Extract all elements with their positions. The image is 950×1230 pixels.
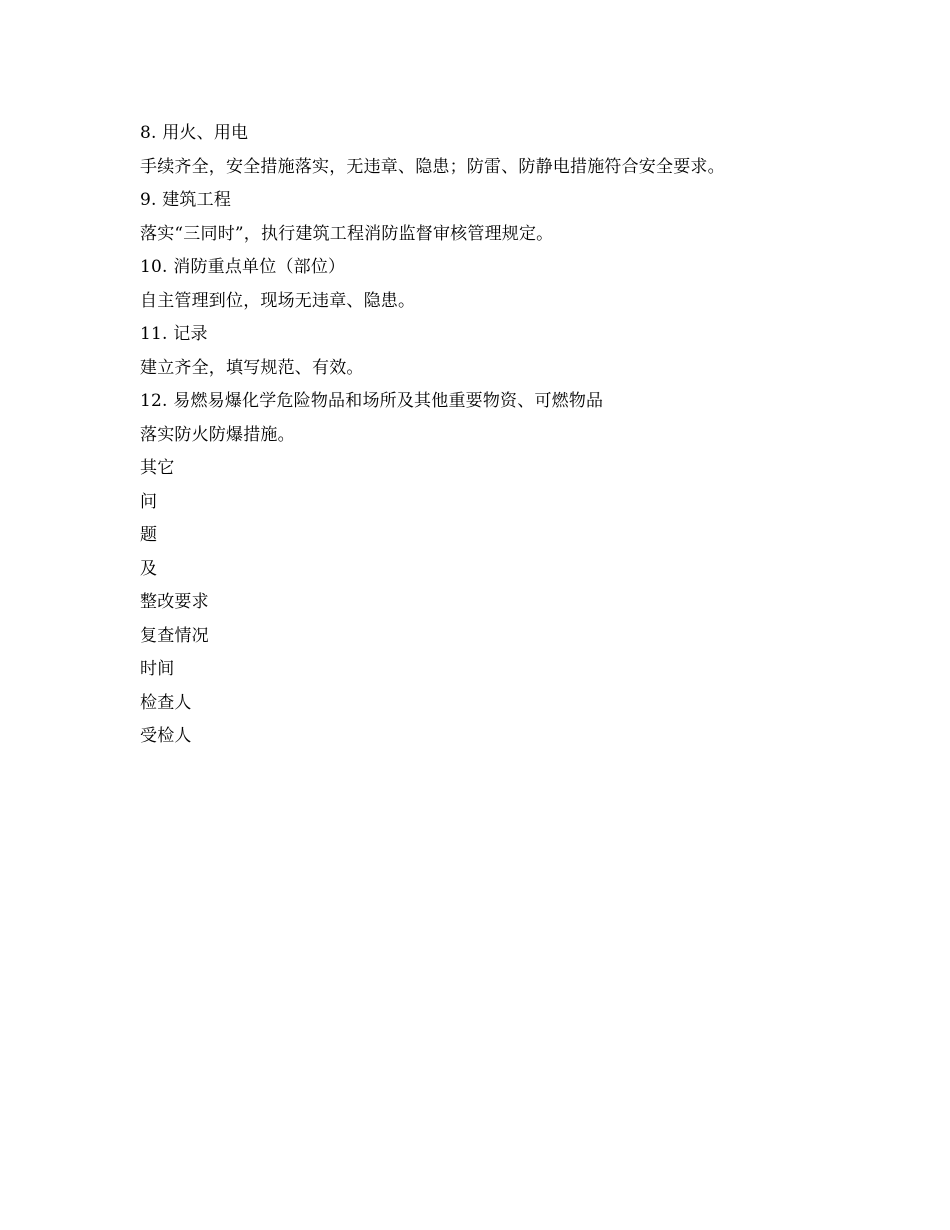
label-problem-char-2: 题 [140, 525, 158, 545]
label-inspectee: 受检人 [140, 726, 192, 746]
requirement-construction: 落实“三同时”，执行建筑工程消防监督审核管理规定。 [140, 223, 554, 244]
label-time: 时间 [140, 659, 175, 679]
section-heading-hazardous-materials: 12. 易燃易爆化学危险物品和场所及其他重要物资、可燃物品 [140, 391, 604, 411]
requirement-hazardous-materials: 落实防火防爆措施。 [140, 424, 295, 445]
document-body [140, 117, 920, 754]
label-inspector: 检查人 [140, 692, 192, 713]
section-heading-key-units: 10. 消防重点单位（部位） [140, 257, 346, 277]
label-and: 及 [140, 558, 158, 579]
section-heading-fire-electricity: 8. 用火、用电 [140, 123, 249, 143]
label-rectification-requirements: 整改要求 [140, 592, 209, 612]
section-heading-construction: 9. 建筑工程 [140, 190, 232, 210]
requirement-records: 建立齐全，填写规范、有效。 [140, 357, 364, 378]
requirement-fire-electricity: 手续齐全，安全措施落实，无违章、隐患；防雷、防静电措施符合安全要求。 [140, 156, 725, 177]
section-heading-records: 11. 记录 [140, 324, 208, 344]
requirement-key-units: 自主管理到位，现场无违章、隐患。 [140, 290, 416, 311]
label-other: 其它 [140, 458, 175, 478]
label-recheck-status: 复查情况 [140, 625, 209, 646]
label-problem-char-1: 问 [140, 491, 158, 512]
